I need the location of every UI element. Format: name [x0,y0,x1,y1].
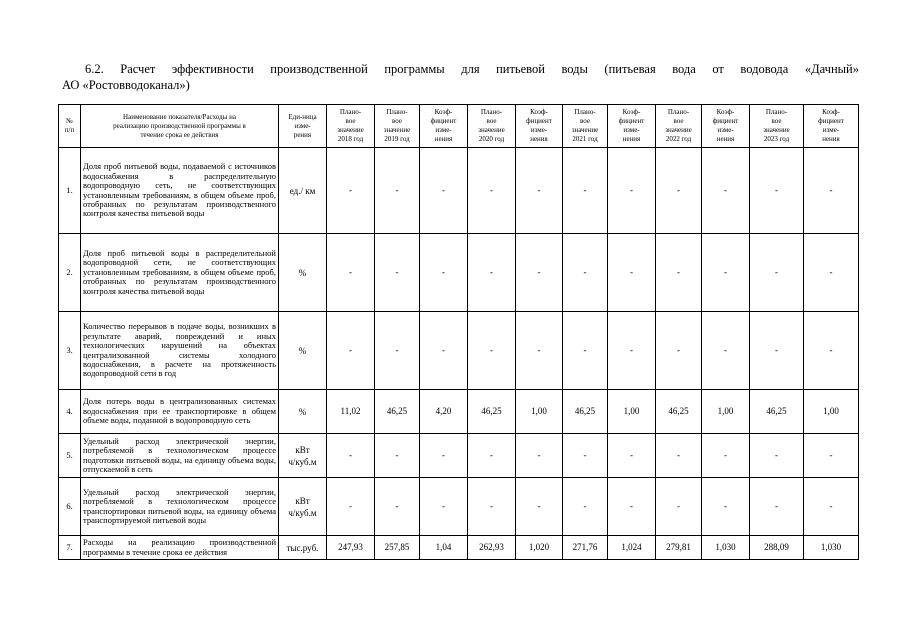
table-row [59,434,859,478]
value-cell: - [327,234,375,312]
value-cell: 288,09 [750,536,804,560]
value-cell: - [608,148,656,234]
value-cell: 262,93 [468,536,516,560]
heading-line-2: АО «Ростовводоканал») [62,78,190,92]
value-cell: - [563,434,608,478]
value-cell: 1,030 [702,536,750,560]
value-cell: - [420,312,468,390]
table-body [59,148,859,560]
value-cell: - [516,434,563,478]
row-number: 5. [59,434,81,478]
value-cell: - [656,478,702,536]
row-number: 1. [59,148,81,234]
header-cell: Плано- вое значение 2020 год [468,105,516,148]
value-cell: - [563,312,608,390]
value-cell: - [375,234,420,312]
value-cell: - [804,434,859,478]
value-cell: 1,020 [516,536,563,560]
unit-cell: ед./ км [279,148,327,234]
value-cell: 271,76 [563,536,608,560]
value-cell: - [804,312,859,390]
value-cell: 4,20 [420,390,468,434]
table-row [59,390,859,434]
value-cell: - [468,234,516,312]
value-cell: 46,25 [750,390,804,434]
header-cell: Коэф- фициент изме- нения [608,105,656,148]
heading-line-1: 6.2. Расчет эффективности производственной программы для питьевой воды (питьевая вода от водовода «Дачный» [85,62,859,76]
header-cell: Плано- вое значение 2023 год [750,105,804,148]
value-cell: 279,81 [656,536,702,560]
header-row [59,105,859,148]
row-number: 3. [59,312,81,390]
value-cell: - [804,148,859,234]
value-cell: - [702,148,750,234]
value-cell: - [327,434,375,478]
value-cell: - [608,312,656,390]
value-cell: - [375,312,420,390]
value-cell: 1,04 [420,536,468,560]
header-cell: Плано- вое значение 2021 год [563,105,608,148]
unit-cell: тыс.руб. [279,536,327,560]
indicator-name: Количество перерывов в подаче воды, возникших в результате аварий, повреждений и иных технологических нарушений на объектах централизованной системы холодного водоснабжения, в расчете на протяженность водопроводной сети в год [81,312,279,390]
value-cell: - [327,478,375,536]
value-cell: - [375,478,420,536]
value-cell: 1,024 [608,536,656,560]
value-cell: - [468,148,516,234]
section-heading [62,61,859,93]
value-cell: - [750,234,804,312]
row-number: 6. [59,478,81,536]
value-cell: - [375,148,420,234]
table-row [59,478,859,536]
table-row [59,148,859,234]
value-cell: - [750,434,804,478]
value-cell: - [750,478,804,536]
indicator-name: Доля потерь воды в централизованных системах водоснабжения при ее транспортировке в общем объеме воды, поданной в водопроводную сеть [81,390,279,434]
value-cell: 46,25 [375,390,420,434]
header-cell: № п/п [59,105,81,148]
unit-cell: % [279,312,327,390]
value-cell: 46,25 [563,390,608,434]
indicator-name: Доля проб питьевой воды, подаваемой с источников водоснабжения в распределительную водопроводную сеть, не соответствующих установленным требованиям, в общем объеме проб, отобранных по результатам производственного контроля качества питьевой воды [81,148,279,234]
indicator-name: Доля проб питьевой воды в распределительной водопроводной сети, не соответствующих установленным требованиям, в общем объеме проб, отобранных по результатам производственного контроля качества питьевой воды [81,234,279,312]
row-number: 7. [59,536,81,560]
header-cell: Коэф- фициент изме- нения [420,105,468,148]
value-cell: - [420,234,468,312]
header-cell: Плано- вое значение 2019 год [375,105,420,148]
header-cell: Плано- вое значение 2022 год [656,105,702,148]
indicator-name: Расходы на реализацию производственной программы в течение срока ее действия [81,536,279,560]
table-row [59,234,859,312]
value-cell: - [375,434,420,478]
value-cell: - [608,478,656,536]
value-cell: - [327,148,375,234]
unit-cell: % [279,390,327,434]
value-cell: - [656,312,702,390]
value-cell: - [420,478,468,536]
value-cell: 1,00 [804,390,859,434]
value-cell: - [516,312,563,390]
value-cell: 1,00 [702,390,750,434]
value-cell: - [327,312,375,390]
value-cell: 257,85 [375,536,420,560]
unit-cell: кВт ч/куб.м [279,434,327,478]
value-cell: 46,25 [656,390,702,434]
value-cell: - [804,478,859,536]
value-cell: - [656,234,702,312]
value-cell: - [468,478,516,536]
header-cell: Еди-ница изме- рения [279,105,327,148]
unit-cell: % [279,234,327,312]
value-cell: - [420,148,468,234]
header-cell: Коэф- фициент изме- нения [516,105,563,148]
table-row [59,536,859,560]
value-cell: - [702,478,750,536]
row-number: 4. [59,390,81,434]
value-cell: - [563,234,608,312]
value-cell: 1,00 [608,390,656,434]
value-cell: 1,030 [804,536,859,560]
indicator-name: Удельный расход электрической энергии, потребляемой в технологическом процессе транспортировки питьевой воды, на единицу объема транспортируемой питьевой воды [81,478,279,536]
header-cell: Плано- вое значение 2018 год [327,105,375,148]
header-cell: Коэф- фициент изме- нения [804,105,859,148]
value-cell: - [702,434,750,478]
value-cell: - [656,148,702,234]
header-cell: Коэф- фициент изме- нения [702,105,750,148]
value-cell: - [563,478,608,536]
value-cell: 247,93 [327,536,375,560]
value-cell: - [420,434,468,478]
value-cell: - [702,312,750,390]
unit-cell: кВт ч/куб.м [279,478,327,536]
value-cell: - [516,148,563,234]
table-row [59,312,859,390]
value-cell: - [516,234,563,312]
indicator-name: Удельный расход электрической энергии, потребляемой в технологическом процессе подготовки питьевой воды, на единицу объема воды, отпускаемой в сеть [81,434,279,478]
value-cell: - [608,234,656,312]
value-cell: 1,00 [516,390,563,434]
value-cell: - [750,148,804,234]
value-cell: - [468,312,516,390]
value-cell: - [656,434,702,478]
value-cell: - [804,234,859,312]
value-cell: - [516,478,563,536]
value-cell: - [563,148,608,234]
efficiency-table [58,104,859,560]
value-cell: - [702,234,750,312]
value-cell: 46,25 [468,390,516,434]
value-cell: - [750,312,804,390]
row-number: 2. [59,234,81,312]
value-cell: - [468,434,516,478]
value-cell: - [608,434,656,478]
value-cell: 11,02 [327,390,375,434]
header-cell: Наименование показателя/Расходы на реализацию производственной программы в течение срока ее действия [81,105,279,148]
